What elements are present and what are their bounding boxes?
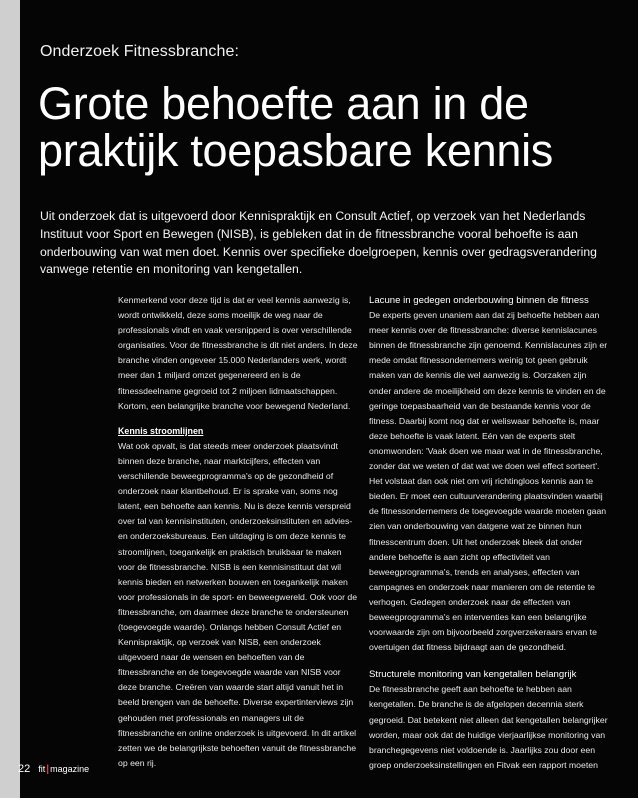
logo-magazine-text: magazine	[50, 764, 90, 774]
section-heading-lacune: Lacune in gedegen onderbouwing binnen de fitness	[369, 295, 589, 306]
page-number: 22	[18, 763, 31, 775]
paragraph-lacune: De experts geven unaniem aan dat zij behoefte hebben aan meer kennis over de fitnessbranche: diverse kennislacunes binnen de fitnessbranche zijn genoemd. Kennislacunes zijn er mede omdat fitnessondernemers weinig tot geen gebruik maken van de kennis die wel aanwezig is. Oorzaken zijn onder andere de moeilijkheid om deze kennis te vinden en de geringe toepasbaarheid van de bestaande kennis voor de fitness. Daarbij komt nog dat er weliswaar behoefte is, maar deze behoefte is vaak latent. Eén van de experts stelt onomwonden: 'Vaak doen we maar wat in de fitnessbranche, zonder dat we weten of dat wat we doen wel effect sorteert'. Het volstaat dan ook niet om vrij richtingloos kennis aan te bieden. Er moet een cultuurverandering plaatsvinden waarbij de fitnessondernemers de toegevoegde waarde moeten gaan zien van onderbouwing van datgene wat ze binnen hun fitnesscentrum doen. Uit het onderzoek bleek dat onder andere behoefte is aan zicht op effectiviteit van beweegprogramma's, trends en analyses, effecten van campagnes en onderzoek naar manieren om de retentie te verhogen. Gedegen onderzoek naar de effecten van beweegprogramma's en interventies kan een belangrijke voorwaarde zijn om bijvoorbeeld zorgverzekeraars ervan te overtuigen dat fitness bijdraagt aan de gezondheid.	[369, 310, 608, 653]
body-column-left	[118, 293, 360, 771]
magazine-logo	[38, 764, 89, 775]
body-column-right	[369, 293, 609, 773]
logo-divider: |	[46, 764, 50, 775]
logo-fit-text: fit	[38, 764, 46, 774]
paragraph-monitoring: De fitnessbranche geeft aan behoefte te hebben aan kengetallen. De branche is de afgelopen decennia sterk gegroeid. Dat betekent niet alleen dat kengetallen belangrijker worden, maar ook dat de huidige vierjaarlijkse monitoring van branchegegevens niet voldoende is. Jaarlijks zou door een groep onderzoeksinstellingen en Fitvak een rapport moeten	[369, 684, 608, 770]
article-kicker: Onderzoek Fitnessbranche:	[40, 43, 240, 60]
page-footer	[18, 763, 89, 775]
page-edge-strip	[0, 0, 20, 798]
article-title: Grote behoefte aan in de praktijk toepasbare kennis	[38, 78, 553, 176]
section-heading-kennis-stroomlijnen: Kennis stroomlijnen	[118, 425, 204, 436]
section-heading-monitoring: Structurele monitoring van kengetallen belangrijk	[369, 669, 577, 681]
article-lead: Uit onderzoek dat is uitgevoerd door Kennispraktijk en Consult Actief, op verzoek van het Nederlands Instituut voor Sport en Bewegen (NISB), is gebleken dat in de fitnessbranche vooral behoefte is aan onderbouwing van wat men doet. Kennis over specifieke doelgroepen, kennis over gedragsverandering vanwege retentie en monitoring van kengetallen.	[40, 209, 597, 277]
paragraph-kennis-stroomlijnen: Wat ook opvalt, is dat steeds meer onderzoek plaatsvindt binnen deze branche, naar marktcijfers, effecten van verschillende beweegprogramma's op de gezondheid of onderzoek naar klantbehoud. Er is sprake van, soms nog latent, een behoefte aan kennis. Nu is deze kennis verspreid over tal van kennisinstituten, onderzoeksinstituten en advies- en onderzoeksbureaus. Een uitdaging is om deze kennis te stroomlijnen, toegankelijk en praktisch bruikbaar te maken voor de fitnessbranche. NISB is een kennisinstituut dat wil kennis bieden en netwerken bouwen en toegankelijk maken voor professionals in de sport- en beweegwereld. Ook voor de fitnessbranche, om daarmee deze branche te ondersteunen (toegevoegde waarde). Onlangs hebben Consult Actief en Kennispraktijk, op verzoek van NISB, een onderzoek uitgevoerd naar de wensen en behoeften van de fitnessbranche en de toegevoegde waarde van NISB voor deze branche. Creëren van waarde start altijd vanuit het in beeld brengen van de behoefte. Diverse expertinterviews zijn gehouden met professionals en managers uit de fitnessbranche en online onderzoek is uitgevoerd. In dit artikel zetten we de belangrijkste behoeften vanuit de fitnessbranche op een rij.	[118, 440, 358, 768]
paragraph-intro: Kenmerkend voor deze tijd is dat er veel kennis aanwezig is, wordt ontwikkeld, deze soms moeilijk de weg naar de professionals vindt en vaak versnipperd is over verschillende organisaties. Voor de fitnessbranche is dit niet anders. In deze branche vinden ongeveer 15.000 Nederlanders werk, wordt meer dan 1 miljard omzet gegenereerd en is de fitnessdeelname gegroeid tot 2 miljoen lidmaatschappen. Kortom, een belangrijke branche voor bewegend Nederland.	[118, 295, 358, 411]
